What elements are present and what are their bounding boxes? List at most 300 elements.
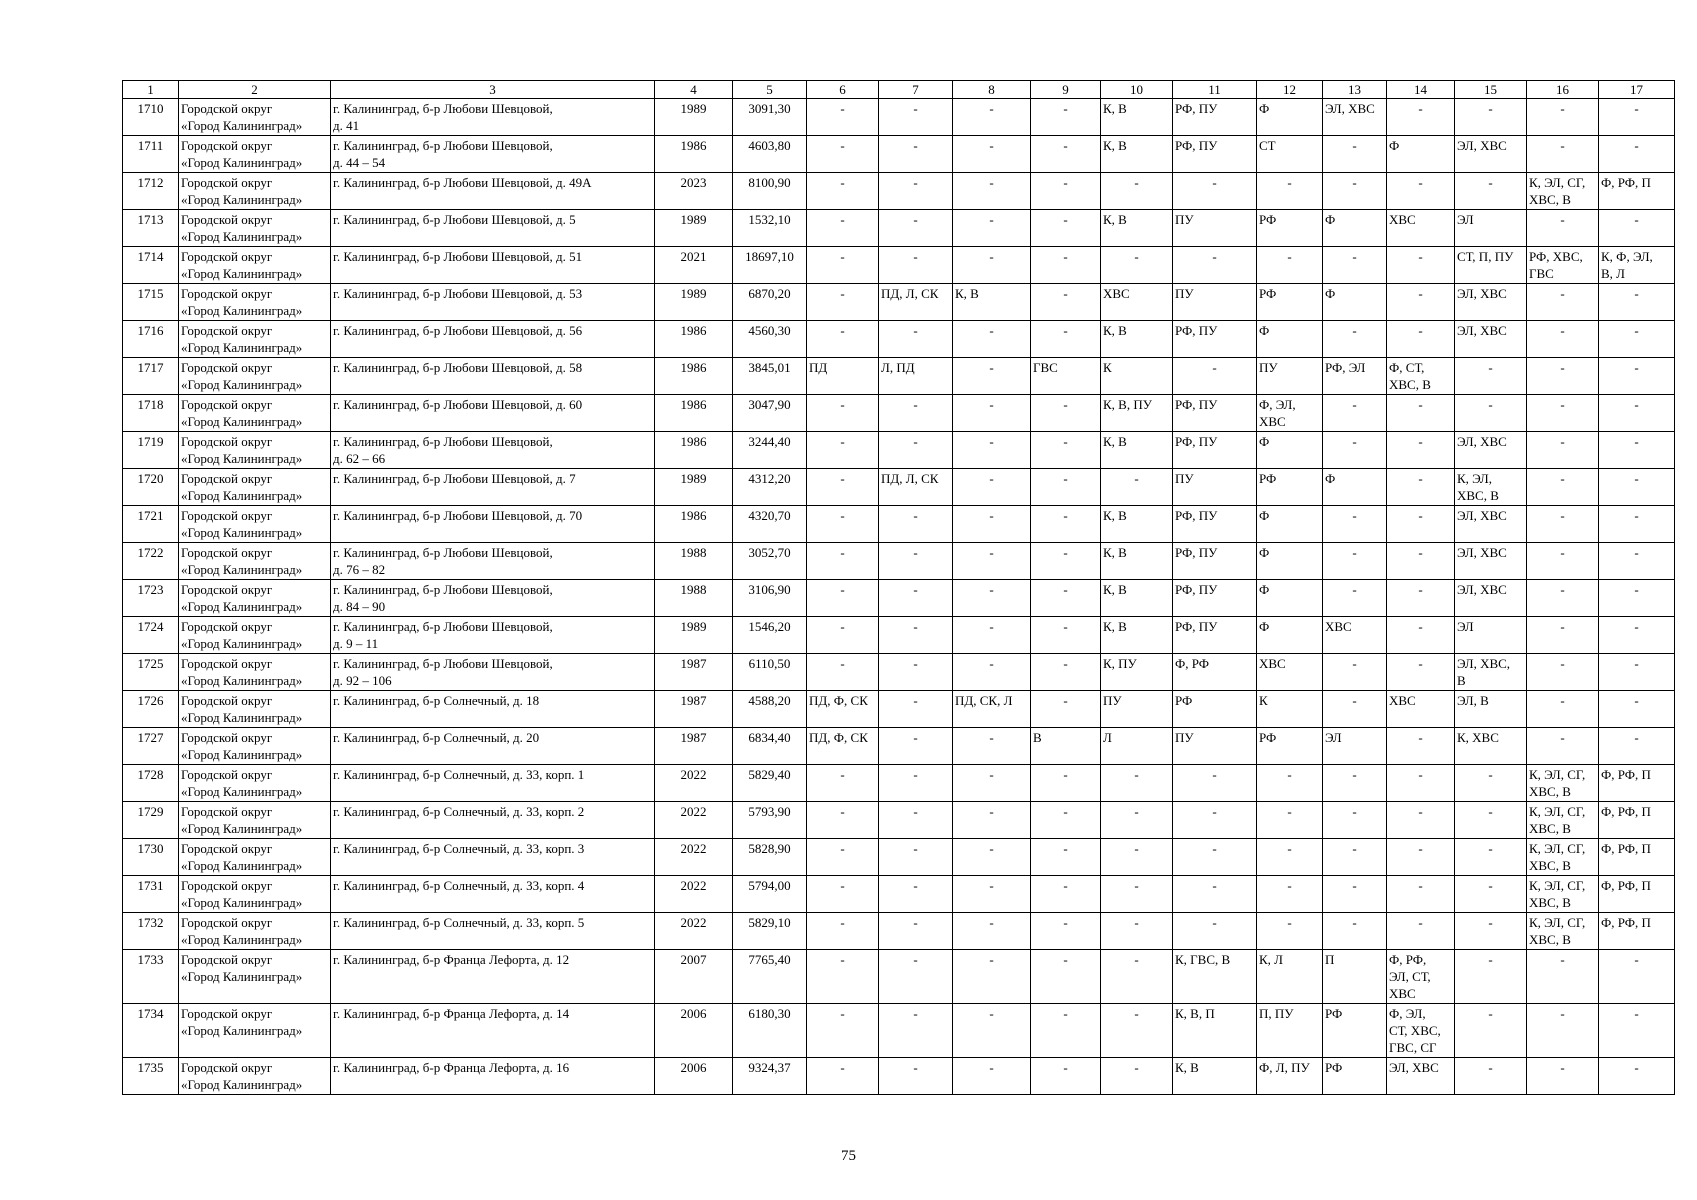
table-cell: - [1031, 395, 1101, 432]
table-cell: - [1599, 654, 1675, 691]
table-cell: 5793,90 [733, 802, 807, 839]
table-cell: 1986 [655, 395, 733, 432]
table-cell: 6834,40 [733, 728, 807, 765]
column-header: 15 [1455, 81, 1527, 99]
table-cell: 3244,40 [733, 432, 807, 469]
table-row [123, 136, 1675, 173]
table-cell: 9324,37 [733, 1058, 807, 1095]
table-row [123, 691, 1675, 728]
table-cell: РФ, ПУ [1173, 543, 1257, 580]
table-cell: - [1599, 580, 1675, 617]
table-row [123, 950, 1675, 1004]
table-cell: Ф, РФ, П [1599, 802, 1675, 839]
table-cell: К [1101, 358, 1173, 395]
table-cell: К, В [1101, 321, 1173, 358]
table-cell: ПУ [1173, 469, 1257, 506]
table-cell: - [1387, 506, 1455, 543]
table-cell: ЭЛ, ХВС [1387, 1058, 1455, 1095]
table-cell: - [1323, 580, 1387, 617]
table-cell: 1989 [655, 284, 733, 321]
table-cell: - [1599, 1004, 1675, 1058]
table-cell: 2022 [655, 802, 733, 839]
table-cell: - [1101, 173, 1173, 210]
table-cell: - [953, 99, 1031, 136]
table-cell: 1711 [123, 136, 179, 173]
table-cell: - [953, 321, 1031, 358]
table-cell: РФ, ПУ [1173, 136, 1257, 173]
column-header: 16 [1527, 81, 1599, 99]
table-row [123, 173, 1675, 210]
table-cell: - [1387, 802, 1455, 839]
table-cell: - [1527, 284, 1599, 321]
table-cell: - [1173, 247, 1257, 284]
table-cell: - [1387, 876, 1455, 913]
table-cell: - [1527, 395, 1599, 432]
table-cell: 1716 [123, 321, 179, 358]
table-cell: 1728 [123, 765, 179, 802]
table-cell: 1735 [123, 1058, 179, 1095]
table-cell: - [1257, 876, 1323, 913]
table-cell: - [879, 728, 953, 765]
table-cell: - [807, 284, 879, 321]
table-cell: - [1599, 950, 1675, 1004]
table-cell: ЭЛ [1455, 210, 1527, 247]
table-cell: - [953, 136, 1031, 173]
column-header: 7 [879, 81, 953, 99]
table-cell: - [1031, 876, 1101, 913]
table-cell: - [1323, 543, 1387, 580]
table-cell: - [1599, 617, 1675, 654]
table-cell: - [1173, 765, 1257, 802]
table-cell: РФ, ПУ [1173, 99, 1257, 136]
table-cell: - [879, 321, 953, 358]
column-header: 14 [1387, 81, 1455, 99]
table-cell: - [807, 395, 879, 432]
table-cell: - [1031, 654, 1101, 691]
table-cell: - [1599, 691, 1675, 728]
table-cell: РФ, ХВС, ГВС [1527, 247, 1599, 284]
table-cell: - [1527, 136, 1599, 173]
table-cell: - [1455, 1004, 1527, 1058]
page-number: 75 [841, 1148, 856, 1164]
table-cell: - [1173, 839, 1257, 876]
table-row [123, 543, 1675, 580]
table-cell: ЭЛ, ХВС [1455, 284, 1527, 321]
table-row [123, 321, 1675, 358]
table-cell: г. Калининград, б-р Любови Шевцовой, д. 62 – 66 [331, 432, 655, 469]
table-cell: - [1527, 543, 1599, 580]
table-cell: - [1173, 173, 1257, 210]
table-row [123, 802, 1675, 839]
table-cell: г. Калининград, б-р Солнечный, д. 20 [331, 728, 655, 765]
table-cell: ЭЛ, ХВС, В [1455, 654, 1527, 691]
table-cell: Городской округ «Город Калининград» [179, 543, 331, 580]
table-cell: К, В [1101, 210, 1173, 247]
table-cell: Городской округ «Город Калининград» [179, 913, 331, 950]
table-cell: - [1031, 432, 1101, 469]
table-cell: - [953, 358, 1031, 395]
table-cell: - [807, 765, 879, 802]
table-cell: - [807, 99, 879, 136]
table-cell: г. Калининград, б-р Любови Шевцовой, д. 9 – 11 [331, 617, 655, 654]
table-cell: - [1599, 728, 1675, 765]
table-row [123, 654, 1675, 691]
table-cell: - [953, 1058, 1031, 1095]
table-cell: - [1387, 728, 1455, 765]
table-cell: - [953, 210, 1031, 247]
table-cell: ХВС [1101, 284, 1173, 321]
table-cell: 1714 [123, 247, 179, 284]
table-cell: - [1101, 913, 1173, 950]
table-cell: Городской округ «Город Калининград» [179, 765, 331, 802]
table-cell: - [807, 506, 879, 543]
table-cell: РФ, ПУ [1173, 617, 1257, 654]
table-cell: - [807, 950, 879, 1004]
table-row [123, 913, 1675, 950]
table-cell: К, В [1101, 136, 1173, 173]
table-cell: 1986 [655, 136, 733, 173]
table-cell: - [1387, 432, 1455, 469]
table-cell: К, ЭЛ, ХВС, В [1455, 469, 1527, 506]
column-header: 3 [331, 81, 655, 99]
table-cell: - [879, 765, 953, 802]
table-cell: 1732 [123, 913, 179, 950]
table-cell: 1986 [655, 358, 733, 395]
table-cell: - [1031, 839, 1101, 876]
table-cell: - [1101, 247, 1173, 284]
table-cell: - [879, 950, 953, 1004]
column-header: 6 [807, 81, 879, 99]
table-cell: ПУ [1173, 728, 1257, 765]
table-cell: - [1257, 247, 1323, 284]
table-row [123, 247, 1675, 284]
table-cell: - [953, 617, 1031, 654]
table-cell: РФ [1257, 284, 1323, 321]
table-row [123, 728, 1675, 765]
table-cell: 1733 [123, 950, 179, 1004]
table-cell: К, ЭЛ, СГ, ХВС, В [1527, 802, 1599, 839]
table-cell: г. Калининград, б-р Любови Шевцовой, д. 60 [331, 395, 655, 432]
table-cell: - [879, 617, 953, 654]
table-cell: Ф [1387, 136, 1455, 173]
table-cell: ПД, Л, СК [879, 284, 953, 321]
table-cell: - [1527, 691, 1599, 728]
table-cell: - [1527, 1004, 1599, 1058]
table-cell: - [807, 136, 879, 173]
table-cell: 4560,30 [733, 321, 807, 358]
table-cell: К, В, ПУ [1101, 395, 1173, 432]
table-cell: К, Ф, ЭЛ, В, Л [1599, 247, 1675, 284]
table-row [123, 99, 1675, 136]
table-cell: ЭЛ, ХВС [1455, 580, 1527, 617]
table-cell: - [1599, 543, 1675, 580]
table-cell: г. Калининград, б-р Любови Шевцовой, д. 51 [331, 247, 655, 284]
table-cell: - [807, 1058, 879, 1095]
table-cell: - [1599, 210, 1675, 247]
table-cell: - [1031, 580, 1101, 617]
table-cell: 1986 [655, 321, 733, 358]
table-cell: К, В [1101, 506, 1173, 543]
table-cell: 1712 [123, 173, 179, 210]
table-cell: Городской округ «Город Калининград» [179, 876, 331, 913]
table-cell: - [879, 876, 953, 913]
table-cell: Ф [1323, 284, 1387, 321]
table-cell: Ф [1323, 469, 1387, 506]
table-cell: Городской округ «Город Калининград» [179, 210, 331, 247]
table-cell: - [953, 506, 1031, 543]
table-cell: РФ, ЭЛ [1323, 358, 1387, 395]
table-cell: - [1527, 1058, 1599, 1095]
table-cell: - [1387, 913, 1455, 950]
table-cell: - [1527, 432, 1599, 469]
table-cell: 1986 [655, 432, 733, 469]
table-cell: 1713 [123, 210, 179, 247]
table-cell: - [1101, 802, 1173, 839]
table-cell: - [1455, 950, 1527, 1004]
table-cell: ЭЛ, ХВС [1455, 506, 1527, 543]
table-cell: Ф [1323, 210, 1387, 247]
table-cell: ЭЛ [1323, 728, 1387, 765]
table-cell: - [1387, 321, 1455, 358]
table-cell: - [879, 839, 953, 876]
table-cell: - [1455, 358, 1527, 395]
table-cell: - [1323, 506, 1387, 543]
table-cell: - [953, 839, 1031, 876]
table-cell: - [1323, 913, 1387, 950]
table-cell: 1724 [123, 617, 179, 654]
table-cell: ЭЛ, В [1455, 691, 1527, 728]
table-cell: 7765,40 [733, 950, 807, 1004]
table-cell: - [1323, 765, 1387, 802]
table-cell: 6110,50 [733, 654, 807, 691]
column-header: 9 [1031, 81, 1101, 99]
table-cell: - [879, 1004, 953, 1058]
table-cell: 1718 [123, 395, 179, 432]
table-cell: - [807, 432, 879, 469]
table-cell: - [879, 247, 953, 284]
table-cell: - [879, 543, 953, 580]
table-cell: - [1527, 654, 1599, 691]
table-cell: 2022 [655, 913, 733, 950]
table-cell: - [1031, 913, 1101, 950]
table-row [123, 617, 1675, 654]
table-cell: К, ЭЛ, СГ, ХВС, В [1527, 913, 1599, 950]
table-cell: - [1455, 99, 1527, 136]
column-header: 4 [655, 81, 733, 99]
table-cell: - [1257, 173, 1323, 210]
table-cell: ЭЛ [1455, 617, 1527, 654]
table-cell: - [1323, 654, 1387, 691]
table-cell: - [807, 654, 879, 691]
table-cell: ПД, Ф, СК [807, 728, 879, 765]
table-cell: - [807, 543, 879, 580]
table-cell: Городской округ «Город Калининград» [179, 617, 331, 654]
table-cell: - [1323, 432, 1387, 469]
table-cell: Городской округ «Город Калининград» [179, 691, 331, 728]
table-cell: Городской округ «Город Калининград» [179, 358, 331, 395]
table-cell: - [1031, 247, 1101, 284]
table-cell: - [953, 728, 1031, 765]
table-cell: ХВС [1387, 691, 1455, 728]
table-cell: Ф, СТ, ХВС, В [1387, 358, 1455, 395]
table-cell: Ф, РФ, П [1599, 876, 1675, 913]
table-cell: Ф, ЭЛ, СТ, ХВС, ГВС, СГ [1387, 1004, 1455, 1058]
table-cell: Ф [1257, 543, 1323, 580]
table-cell: 3106,90 [733, 580, 807, 617]
table-cell: - [807, 580, 879, 617]
table-cell: К, В [1101, 99, 1173, 136]
column-header: 17 [1599, 81, 1675, 99]
table-cell: г. Калининград, б-р Солнечный, д. 33, корп. 1 [331, 765, 655, 802]
table-cell: - [1599, 321, 1675, 358]
table-cell: К, В [953, 284, 1031, 321]
table-cell: Городской округ «Город Калининград» [179, 321, 331, 358]
table-cell: РФ, ПУ [1173, 321, 1257, 358]
table-cell: - [807, 839, 879, 876]
table-cell: Городской округ «Город Калининград» [179, 506, 331, 543]
table-cell: - [879, 99, 953, 136]
table-cell: 1710 [123, 99, 179, 136]
table-cell: 3047,90 [733, 395, 807, 432]
table-cell: - [1101, 469, 1173, 506]
table-cell: г. Калининград, б-р Любови Шевцовой, д. 76 – 82 [331, 543, 655, 580]
table-cell: 1546,20 [733, 617, 807, 654]
table-cell: - [807, 1004, 879, 1058]
table-cell: - [1031, 950, 1101, 1004]
table-cell: г. Калининград, б-р Любови Шевцовой, д. 53 [331, 284, 655, 321]
table-cell: - [879, 1058, 953, 1095]
table-cell: ПД, Ф, СК [807, 691, 879, 728]
table-cell: Ф, РФ, П [1599, 839, 1675, 876]
table-cell: - [953, 765, 1031, 802]
table-cell: Городской округ «Город Калининград» [179, 284, 331, 321]
column-number-header-row [123, 81, 1675, 99]
table-cell: - [1599, 506, 1675, 543]
table-cell: Ф, РФ, П [1599, 765, 1675, 802]
table-cell: - [1599, 99, 1675, 136]
column-header: 10 [1101, 81, 1173, 99]
table-cell: - [1173, 358, 1257, 395]
table-cell: - [879, 802, 953, 839]
table-cell: - [879, 913, 953, 950]
table-cell: - [879, 395, 953, 432]
table-cell: РФ [1323, 1058, 1387, 1095]
table-cell: - [1323, 691, 1387, 728]
table-cell: 5828,90 [733, 839, 807, 876]
table-cell: г. Калининград, б-р Солнечный, д. 33, корп. 4 [331, 876, 655, 913]
table-cell: Городской округ «Город Калининград» [179, 802, 331, 839]
table-cell: 1723 [123, 580, 179, 617]
table-cell: - [1031, 469, 1101, 506]
table-cell: 6870,20 [733, 284, 807, 321]
table-row [123, 395, 1675, 432]
table-cell: г. Калининград, б-р Солнечный, д. 33, корп. 3 [331, 839, 655, 876]
table-cell: П, ПУ [1257, 1004, 1323, 1058]
table-cell: Городской округ «Город Калининград» [179, 432, 331, 469]
table-cell: ПД, СК, Л [953, 691, 1031, 728]
table-cell: ХВС [1387, 210, 1455, 247]
table-cell: Ф [1257, 432, 1323, 469]
table-cell: 1989 [655, 469, 733, 506]
table-cell: - [1323, 173, 1387, 210]
table-cell: г. Калининград, б-р Франца Лефорта, д. 16 [331, 1058, 655, 1095]
table-cell: Ф [1257, 506, 1323, 543]
table-cell: - [879, 432, 953, 469]
table-cell: - [1101, 839, 1173, 876]
table-cell: - [953, 543, 1031, 580]
table-cell: - [1387, 284, 1455, 321]
table-cell: - [953, 876, 1031, 913]
table-cell: - [1387, 654, 1455, 691]
table-cell: 1987 [655, 728, 733, 765]
table-cell: - [1387, 543, 1455, 580]
table-cell: - [807, 469, 879, 506]
column-header: 5 [733, 81, 807, 99]
table-cell: - [1527, 617, 1599, 654]
table-cell: - [953, 432, 1031, 469]
table-cell: - [953, 654, 1031, 691]
table-cell: - [1387, 617, 1455, 654]
table-cell: - [1323, 247, 1387, 284]
table-row [123, 284, 1675, 321]
table-cell: РФ [1257, 728, 1323, 765]
table-cell: Городской округ «Город Калининград» [179, 173, 331, 210]
table-cell: 1988 [655, 543, 733, 580]
table-cell: 2023 [655, 173, 733, 210]
column-header: 11 [1173, 81, 1257, 99]
table-cell: РФ [1257, 210, 1323, 247]
table-cell: 4312,20 [733, 469, 807, 506]
table-cell: - [1387, 247, 1455, 284]
table-cell: г. Калининград, б-р Любови Шевцовой, д. 70 [331, 506, 655, 543]
column-header: 12 [1257, 81, 1323, 99]
table-row [123, 506, 1675, 543]
table-cell: 18697,10 [733, 247, 807, 284]
table-cell: Ф, ЭЛ, ХВС [1257, 395, 1323, 432]
table-cell: - [953, 913, 1031, 950]
table-cell: РФ, ПУ [1173, 395, 1257, 432]
table-cell: г. Калининград, б-р Любови Шевцовой, д. 58 [331, 358, 655, 395]
table-cell: г. Калининград, б-р Франца Лефорта, д. 14 [331, 1004, 655, 1058]
table-cell: г. Калининград, б-р Любови Шевцовой, д. 92 – 106 [331, 654, 655, 691]
table-cell: П [1323, 950, 1387, 1004]
table-cell: 1730 [123, 839, 179, 876]
table-cell: - [879, 580, 953, 617]
table-cell: - [1323, 802, 1387, 839]
column-header: 8 [953, 81, 1031, 99]
table-cell: - [1527, 580, 1599, 617]
table-cell: - [807, 802, 879, 839]
table-cell: 1717 [123, 358, 179, 395]
table-cell: Городской округ «Город Калининград» [179, 950, 331, 1004]
table-cell: 1986 [655, 506, 733, 543]
table-cell: г. Калининград, б-р Любови Шевцовой, д. 44 – 54 [331, 136, 655, 173]
table-cell: ГВС [1031, 358, 1101, 395]
table-cell: 1725 [123, 654, 179, 691]
table-cell: - [1599, 358, 1675, 395]
table-cell: 1989 [655, 617, 733, 654]
table-cell: К, В [1101, 580, 1173, 617]
table-cell: - [953, 1004, 1031, 1058]
table-cell: 3052,70 [733, 543, 807, 580]
table-cell: - [807, 247, 879, 284]
table-cell: 2006 [655, 1004, 733, 1058]
table-cell: - [1031, 543, 1101, 580]
table-cell: - [1101, 950, 1173, 1004]
table-cell: К, ПУ [1101, 654, 1173, 691]
table-cell: Ф, РФ, П [1599, 173, 1675, 210]
table-cell: - [807, 173, 879, 210]
